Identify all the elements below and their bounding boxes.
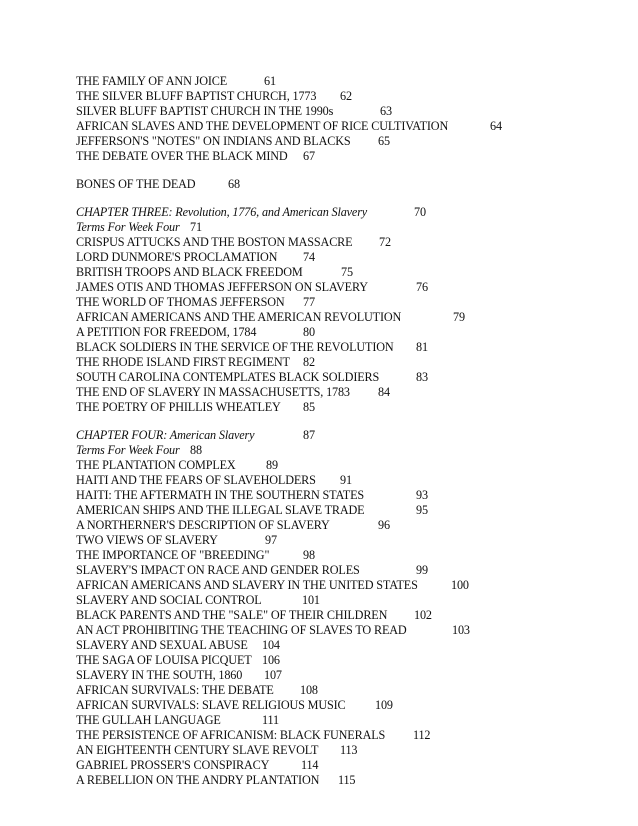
toc-entry-title: THE GULLAH LANGUAGE <box>76 713 221 727</box>
toc-entry-title: AN ACT PROHIBITING THE TEACHING OF SLAVES TO READ <box>76 623 407 637</box>
toc-entry-title: SLAVERY AND SEXUAL ABUSE <box>76 638 248 652</box>
toc-entry-page: 113 <box>340 743 358 757</box>
toc-entry-title: HAITI AND THE FEARS OF SLAVEHOLDERS <box>76 473 316 487</box>
terms-title: Terms For Week Four <box>76 220 180 234</box>
terms-title: Terms For Week Four <box>76 443 180 457</box>
toc-entry-title: AFRICAN SURVIVALS: SLAVE RELIGIOUS MUSIC <box>76 698 346 712</box>
toc-entry-title: JAMES OTIS AND THOMAS JEFFERSON ON SLAVERY <box>76 280 368 294</box>
toc-entry-page: 103 <box>452 623 470 637</box>
toc-entry-page: 83 <box>416 370 428 384</box>
toc-entry-page: 111 <box>262 713 279 727</box>
toc-entry-page: 107 <box>264 668 282 682</box>
toc-entry-page: 68 <box>228 177 240 191</box>
toc-entry-title: A NORTHERNER'S DESCRIPTION OF SLAVERY <box>76 518 330 532</box>
toc-entry-page: 81 <box>416 340 428 354</box>
toc-entry-title: AFRICAN AMERICANS AND SLAVERY IN THE UNITED STATES <box>76 578 418 592</box>
toc-entry-page: 101 <box>302 593 320 607</box>
toc-entry-page: 80 <box>303 325 315 339</box>
toc-entry-title: BLACK SOLDIERS IN THE SERVICE OF THE REVOLUTION <box>76 340 394 354</box>
toc-entry-title: THE SILVER BLUFF BAPTIST CHURCH, 1773 <box>76 89 317 103</box>
toc-entry-title: BLACK PARENTS AND THE "SALE" OF THEIR CHILDREN <box>76 608 388 622</box>
toc-entry-page: 76 <box>416 280 428 294</box>
toc-entry-page: 93 <box>416 488 428 502</box>
toc-entry-title: LORD DUNMORE'S PROCLAMATION <box>76 250 278 264</box>
toc-entry-page: 96 <box>378 518 390 532</box>
toc-entry-title: A REBELLION ON THE ANDRY PLANTATION <box>76 773 320 787</box>
toc-entry-page: 100 <box>451 578 469 592</box>
toc-entry-title: THE SAGA OF LOUISA PICQUET <box>76 653 252 667</box>
toc-entry-page: 108 <box>300 683 318 697</box>
toc-entry-page: 77 <box>303 295 315 309</box>
toc-entry-page: 114 <box>301 758 319 772</box>
toc-entry-page: 72 <box>379 235 391 249</box>
toc-entry-page: 98 <box>303 548 315 562</box>
toc-entry-title: THE WORLD OF THOMAS JEFFERSON <box>76 295 285 309</box>
toc-entry-page: 65 <box>378 134 390 148</box>
toc-entry-title: A PETITION FOR FREEDOM, 1784 <box>76 325 257 339</box>
toc-entry-page: 62 <box>340 89 352 103</box>
toc-entry-page: 87 <box>303 428 315 442</box>
toc-entry-page: 95 <box>416 503 428 517</box>
toc-entry-page: 85 <box>303 400 315 414</box>
toc-entry-page: 97 <box>265 533 277 547</box>
toc-entry-title: THE IMPORTANCE OF "BREEDING" <box>76 548 270 562</box>
toc-entry-page: 99 <box>416 563 428 577</box>
toc-entry-title: THE PERSISTENCE OF AFRICANISM: BLACK FUNERALS <box>76 728 386 742</box>
toc-entry-title: BONES OF THE DEAD <box>76 177 196 191</box>
toc-entry-page: 104 <box>262 638 280 652</box>
toc-entry-title: THE PLANTATION COMPLEX <box>76 458 236 472</box>
toc-entry-title: SLAVERY IN THE SOUTH, 1860 <box>76 668 243 682</box>
chapter-title: CHAPTER FOUR: American Slavery <box>76 428 255 442</box>
toc-entry-title: AN EIGHTEENTH CENTURY SLAVE REVOLT <box>76 743 319 757</box>
toc-entry-page: 67 <box>303 149 315 163</box>
toc-entry-title: AFRICAN SLAVES AND THE DEVELOPMENT OF RICE CULTIVATION <box>76 119 449 133</box>
toc-entry-page: 70 <box>414 205 426 219</box>
toc-entry-title: SOUTH CAROLINA CONTEMPLATES BLACK SOLDIERS <box>76 370 380 384</box>
toc-entry-page: 106 <box>262 653 280 667</box>
toc-entry-title: SLAVERY AND SOCIAL CONTROL <box>76 593 262 607</box>
toc-entry-title: THE RHODE ISLAND FIRST REGIMENT <box>76 355 290 369</box>
toc-entry-title: SILVER BLUFF BAPTIST CHURCH IN THE 1990s <box>76 104 334 118</box>
toc-entry-page: 71 <box>190 220 202 234</box>
toc-entry-title: AFRICAN SURVIVALS: THE DEBATE <box>76 683 274 697</box>
toc-entry-page: 84 <box>378 385 390 399</box>
toc-entry-title: GABRIEL PROSSER'S CONSPIRACY <box>76 758 270 772</box>
toc-entry-title: CRISPUS ATTUCKS AND THE BOSTON MASSACRE <box>76 235 353 249</box>
toc-entry-title: AMERICAN SHIPS AND THE ILLEGAL SLAVE TRADE <box>76 503 365 517</box>
toc-entry-title: THE DEBATE OVER THE BLACK MIND <box>76 149 288 163</box>
toc-entry-page: 61 <box>264 74 276 88</box>
toc-entry-page: 88 <box>190 443 202 457</box>
chapter-title: CHAPTER THREE: Revolution, 1776, and American Slavery <box>76 205 368 219</box>
toc-entry-page: 112 <box>413 728 431 742</box>
toc-entry-page: 91 <box>340 473 352 487</box>
toc-entry-page: 102 <box>414 608 432 622</box>
toc-entry-page: 64 <box>490 119 502 133</box>
toc-entry-page: 75 <box>341 265 353 279</box>
toc-entry-title: THE END OF SLAVERY IN MASSACHUSETTS, 1783 <box>76 385 350 399</box>
toc-entry-title: SLAVERY'S IMPACT ON RACE AND GENDER ROLES <box>76 563 360 577</box>
toc-entry-page: 79 <box>453 310 465 324</box>
toc-entry-title: HAITI: THE AFTERMATH IN THE SOUTHERN STATES <box>76 488 365 502</box>
toc-entry-title: THE FAMILY OF ANN JOICE <box>76 74 228 88</box>
toc-entry-page: 115 <box>338 773 356 787</box>
toc-entry-title: THE POETRY OF PHILLIS WHEATLEY <box>76 400 281 414</box>
toc-entry-title: AFRICAN AMERICANS AND THE AMERICAN REVOLUTION <box>76 310 402 324</box>
toc-entry-title: TWO VIEWS OF SLAVERY <box>76 533 218 547</box>
toc-entry-page: 89 <box>266 458 278 472</box>
toc-entry-page: 74 <box>303 250 315 264</box>
toc-entry-page: 82 <box>303 355 315 369</box>
toc-entry-page: 109 <box>375 698 393 712</box>
toc-entry-title: JEFFERSON'S "NOTES" ON INDIANS AND BLACKS <box>76 134 351 148</box>
toc-entry-title: BRITISH TROOPS AND BLACK FREEDOM <box>76 265 303 279</box>
toc-entry-page: 63 <box>380 104 392 118</box>
